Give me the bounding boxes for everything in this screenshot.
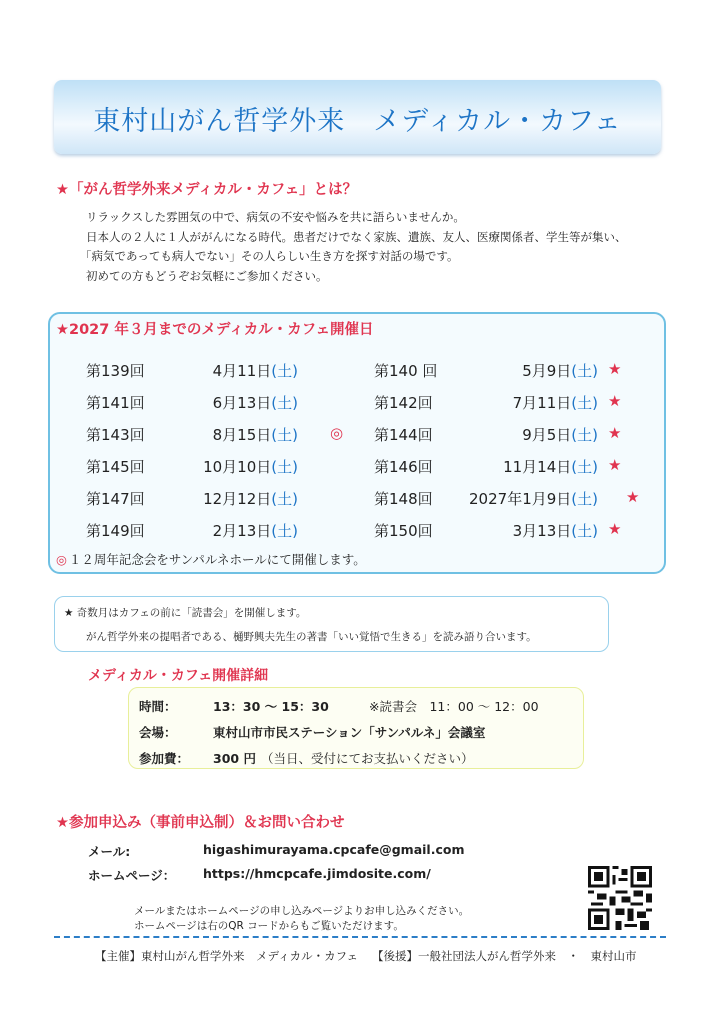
session-number: 第150回 <box>374 522 433 540</box>
weekday: (土) <box>571 394 598 412</box>
intro-line: 初めての方もどうぞお気軽にご参加ください。 <box>86 268 328 283</box>
session-number: 第146回 <box>374 458 433 476</box>
session-date <box>448 520 598 541</box>
reading-club-star-icon: ★ <box>626 488 640 506</box>
qr-code-icon[interactable] <box>588 866 652 930</box>
time-note: ※読書会 11：00 ～ 12：00 <box>369 699 539 714</box>
contact-note2: ホームページは右のQR コードからもご覧いただけます。 <box>134 920 404 932</box>
date-text: 3月13日 <box>512 522 572 540</box>
anniversary-note <box>56 550 366 568</box>
date-text: 2月13日 <box>212 522 272 540</box>
fee-label: 参加費： <box>139 751 190 766</box>
reading-club-star-icon: ★ <box>608 392 622 410</box>
time-value: 13：30 ～ 15：30 <box>213 699 329 714</box>
session-number: 第139回 <box>86 362 145 380</box>
contact-heading: ★参加申込み（事前申込制）＆お問い合わせ <box>56 815 345 831</box>
intro-line: 日本人の２人に１人ががんになる時代。患者だけでなく家族、遺族、友人、医療関係者、学生等が集い、 <box>86 229 627 244</box>
footer-organizer: 【主催】東村山がん哲学外来 メディカル・カフェ <box>95 949 359 963</box>
session-date <box>178 456 298 477</box>
session-number: 第149回 <box>86 522 145 540</box>
session-number: 第144回 <box>374 426 433 444</box>
weekday: (土) <box>271 458 298 476</box>
mail-label: メール: <box>88 844 131 859</box>
footer <box>95 948 637 964</box>
session-number: 第141回 <box>86 394 145 412</box>
intro-line: 「病気であっても病人でない」その人らしい生き方を探す対話の場です。 <box>80 249 459 263</box>
fee-note: （当日、受付にてお支払いください） <box>261 751 474 766</box>
session-date <box>178 520 298 541</box>
anniversary-text: １２周年記念会をサンパルネホールにて開催します。 <box>68 552 366 567</box>
reading-club-star-icon: ★ <box>608 360 622 378</box>
date-text: 8月15日 <box>212 426 272 444</box>
session-date <box>448 424 598 445</box>
venue-label: 会場： <box>139 725 177 740</box>
date-text: 2027年1月9日 <box>469 490 572 508</box>
session-number: 第143回 <box>86 426 145 444</box>
session-number: 第145回 <box>86 458 145 476</box>
contact-note1: メールまたはホームページの申し込みページよりお申し込みください。 <box>134 905 470 917</box>
session-number: 第147回 <box>86 490 145 508</box>
date-text: 6月13日 <box>212 394 272 412</box>
time-label: 時間： <box>139 699 177 714</box>
weekday: (土) <box>571 522 598 540</box>
venue-value: 東村山市市民ステーション「サンパルネ」会議室 <box>213 725 486 740</box>
date-text: 7月11日 <box>512 394 572 412</box>
intro-line: リラックスした雰囲気の中で、病気の不安や悩みを共に語らいませんか。 <box>86 210 465 224</box>
intro-text <box>80 208 627 286</box>
session-date <box>448 488 598 509</box>
footer-divider <box>54 936 666 938</box>
session-date <box>448 392 598 413</box>
date-text: 9月5日 <box>522 426 572 444</box>
session-date <box>178 488 298 509</box>
weekday: (土) <box>271 522 298 540</box>
intro-heading: ★「がん哲学外来メディカル・カフェ」とは？ <box>56 182 358 198</box>
session-number: 第148回 <box>374 490 433 508</box>
date-text: 10月10日 <box>203 458 272 476</box>
details-box <box>128 687 584 769</box>
date-text: 4月11日 <box>212 362 272 380</box>
weekday: (土) <box>571 458 598 476</box>
session-number: 第140 回 <box>374 362 438 380</box>
fee-value: 300 円 <box>213 751 256 766</box>
reading-club-star-icon: ★ <box>608 456 622 474</box>
weekday: (土) <box>271 362 298 380</box>
mail-link[interactable]: higashimurayama.cpcafe@gmail.com <box>203 842 465 857</box>
session-date <box>178 360 298 381</box>
weekday: (土) <box>271 426 298 444</box>
weekday: (土) <box>271 394 298 412</box>
date-text: 5月9日 <box>522 362 572 380</box>
reading-club-star-icon: ★ <box>608 424 622 442</box>
date-text: 12月12日 <box>203 490 272 508</box>
weekday: (土) <box>571 490 598 508</box>
weekday: (土) <box>271 490 298 508</box>
title-banner <box>54 80 661 154</box>
reading-club-line2: がん哲学外来の提唱者である、樋野興夫先生の著書「いい覚悟で生きる」を読み語り合います。 <box>86 631 537 643</box>
session-date <box>178 424 298 445</box>
web-link[interactable]: https://hmcpcafe.jimdosite.com/ <box>203 866 431 881</box>
weekday: (土) <box>571 362 598 380</box>
web-label: ホームページ： <box>88 868 176 883</box>
anniversary-marker: ◎ <box>330 424 344 442</box>
page-title: 東村山がん哲学外来 メディカル・カフェ <box>93 106 622 137</box>
session-date <box>448 456 598 477</box>
anniversary-mark: ◎ <box>56 552 67 567</box>
footer-sponsor: 【後援】一般社団法人がん哲学外来 ・ 東村山市 <box>372 949 637 963</box>
reading-club-star-icon: ★ <box>608 520 622 538</box>
reading-club-line1 <box>64 605 306 620</box>
reading-club-text1: ★ 奇数月はカフェの前に「読書会」を開催します。 <box>64 607 307 619</box>
details-heading: メディカル・カフェ開催詳細 <box>88 668 269 684</box>
schedule-heading: ★2027 年３月までのメディカル・カフェ開催日 <box>56 322 374 338</box>
session-date <box>178 392 298 413</box>
weekday: (土) <box>571 426 598 444</box>
session-date <box>448 360 598 381</box>
date-text: 11月14日 <box>503 458 572 476</box>
session-number: 第142回 <box>374 394 433 412</box>
